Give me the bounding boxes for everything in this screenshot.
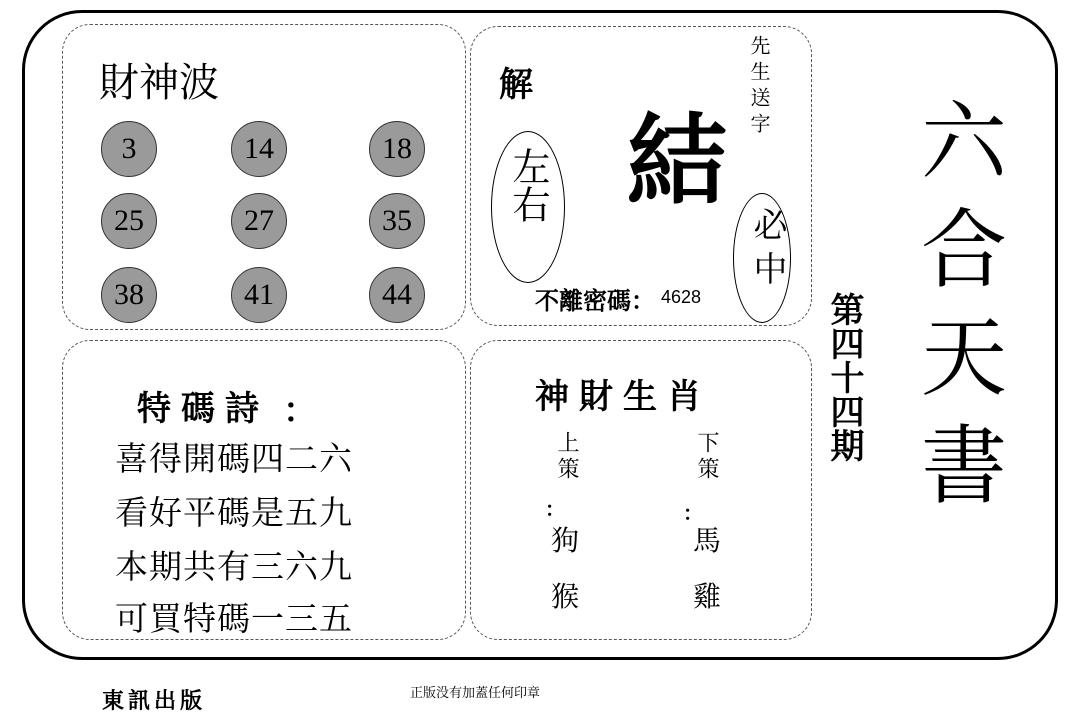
upper-strategy-colon: ： bbox=[545, 497, 565, 521]
poem-line: 喜得開碼四二六 bbox=[115, 439, 353, 478]
zodiac-title: 神財生肖 bbox=[535, 377, 711, 417]
number-ball: 25 bbox=[101, 193, 157, 249]
number-ball: 3 bbox=[101, 121, 157, 177]
number-ball: 41 bbox=[231, 267, 287, 323]
riddle-main-char: 結 bbox=[627, 103, 727, 220]
code-label: 不離密碼： bbox=[535, 287, 655, 315]
left-right-text: 左右 bbox=[506, 147, 550, 223]
number-ball: 38 bbox=[101, 267, 157, 323]
publisher-label: 東訊出版 bbox=[102, 689, 207, 714]
book-title: 六合天書 bbox=[906, 96, 1006, 528]
poem-line: 看好平碼是五九 bbox=[115, 493, 353, 532]
upper-strategy-label: 上策 bbox=[554, 431, 579, 483]
number-ball: 14 bbox=[231, 121, 287, 177]
wealth-wave-panel bbox=[62, 24, 466, 330]
number-ball: 35 bbox=[369, 193, 425, 249]
poem-line: 本期共有三六九 bbox=[115, 547, 353, 586]
lower-strategy-colon: ： bbox=[683, 501, 703, 525]
lower-animal: 雞 bbox=[693, 580, 722, 613]
riddle-panel bbox=[470, 26, 812, 326]
upper-animal: 狗 bbox=[551, 524, 580, 557]
poem-title: 特碼詩 bbox=[137, 389, 269, 429]
upper-animal: 猴 bbox=[551, 580, 580, 613]
issue-number: 第四十四期 bbox=[824, 292, 864, 462]
lower-animal: 馬 bbox=[693, 524, 722, 557]
must-win-text: 必中 bbox=[747, 207, 787, 295]
poem-line: 可買特碼一三五 bbox=[115, 599, 353, 638]
authenticity-notice: 正版没有加蓋任何印章 bbox=[410, 686, 541, 701]
code-value: 4628 bbox=[661, 287, 702, 307]
poem-panel bbox=[62, 340, 466, 640]
number-ball: 44 bbox=[369, 267, 425, 323]
poem-title-colon: ： bbox=[283, 391, 317, 431]
number-ball: 27 bbox=[231, 193, 287, 249]
riddle-jie-label: 解 bbox=[499, 65, 533, 105]
teacher-label: 先生送字 bbox=[747, 35, 771, 139]
number-ball: 18 bbox=[369, 121, 425, 177]
wealth-wave-title: 財神波 bbox=[99, 60, 219, 106]
lower-strategy-label: 下策 bbox=[694, 431, 719, 483]
zodiac-panel bbox=[470, 340, 812, 640]
